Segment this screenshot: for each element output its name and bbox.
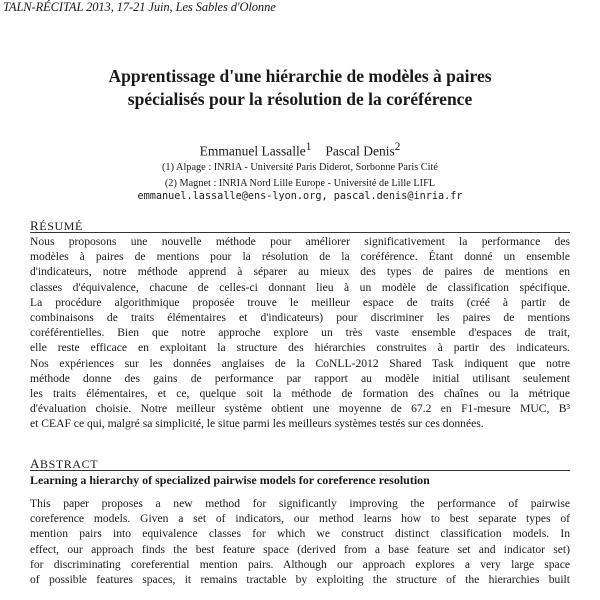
abstract-line: coreference models. Given a set of indicators, our method learns how to best separate types of [30, 512, 570, 526]
resume-line: Nos expériences sur les données anglaises de la CoNLL-2012 Shared Task indiquent que notre [30, 356, 570, 370]
resume-line: La procédure algorithmique proposée trouve le meilleur espace de traits (créé à partir de [30, 295, 570, 309]
author-2-name: Pascal Denis [325, 143, 395, 159]
title-line-1: Apprentissage d'une hiérarchie de modèles à paires [108, 66, 492, 86]
resume-heading-rest: ÉSUMÉ [39, 219, 83, 233]
abstract-line: of possible features spaces, it remains tractable by exploiting the structure of the hierarchies built [30, 573, 570, 587]
resume-line: Nous proposons une nouvelle méthode pour améliorer significativement la performance des [30, 235, 570, 248]
abstract-line: mention pairs into equivalence classes for which we construct distinct classification models. In [30, 527, 570, 541]
abstract-line: This paper proposes a new method for significantly improving the performance of pairwise [30, 497, 570, 510]
resume-line: d'indicateurs, notre méthode apprend à séparer au mieux des types de paires de mentions en [30, 265, 570, 279]
affiliation-2: (2) Magnet : INRIA Nord Lille Europe - Université de Lille LIFL [164, 178, 436, 189]
abstract-divider [30, 470, 570, 471]
abstract-line: for discriminating coreferential mention pairs. Although our approach explores a very large space [30, 557, 570, 571]
author-1-affiliation-mark: 1 [305, 141, 312, 153]
resume-line: méthode donne des gains de performance par rapport au modèle initial utilisant seulement [30, 371, 570, 385]
english-title: Learning a hierarchy of specialized pairwise models for coreference resolution [30, 473, 430, 487]
resume-line: elle reste efficace en exploitant la structure des hiérarchies construites à partir des indicateurs. [30, 341, 570, 355]
abstract-line: effect, our approach finds the best feature space (derived from a base feature set and indicator set) [30, 542, 570, 556]
author-2-affiliation-mark: 2 [394, 141, 401, 153]
author-emails: emmanuel.lassalle@ens-lyon.org, pascal.denis@inria.fr [137, 191, 463, 202]
resume-line: classes d'équivalence, chacune de celles-ci donnant lieu à un modèle de classification spécifique. [30, 280, 570, 294]
abstract-body [30, 496, 570, 587]
resume-divider [30, 232, 570, 233]
resume-line: coréférentielles. Bien que notre approche explore un très vaste ensemble d'espaces de trait, [30, 326, 570, 340]
venue-header: TALN-RÉCITAL 2013, 17-21 Juin, Les Sables d'Olonne [3, 0, 276, 14]
resume-line: et CEAF ce qui, malgré sa simplicité, le situe parmi les meilleurs systèmes testés sur ces données. [30, 417, 484, 431]
abstract-heading-rest: BSTRACT [40, 457, 99, 471]
author-1-name: Emmanuel Lassalle [199, 143, 306, 159]
resume-line: combinaisons de traits élémentaires et d'indicateurs) pour discriminer les paires de mentions [30, 311, 570, 325]
resume-line: d'évaluation choisie. Notre meilleur système obtient une moyenne de 67.2 en F1-mesure MUC, B³ [30, 402, 570, 416]
resume-body [30, 234, 570, 432]
abstract-heading-initial: A [30, 456, 40, 471]
resume-line: modèles à paires de mentions pour la résolution de la coréférence. Étant donné un ensemble [30, 250, 570, 264]
affiliation-1: (1) Alpage : INRIA - Université Paris Diderot, Sorbonne Paris Cité [162, 162, 438, 173]
paper-title [0, 65, 600, 111]
author-list [0, 141, 600, 160]
resume-heading-initial: R [30, 218, 40, 233]
resume-line: les traits élémentaires, et ce, quelque soit la méthode de formation des chaînes ou la métrique [30, 387, 570, 401]
title-line-2: spécialisés pour la résolution de la coréférence [127, 89, 473, 109]
